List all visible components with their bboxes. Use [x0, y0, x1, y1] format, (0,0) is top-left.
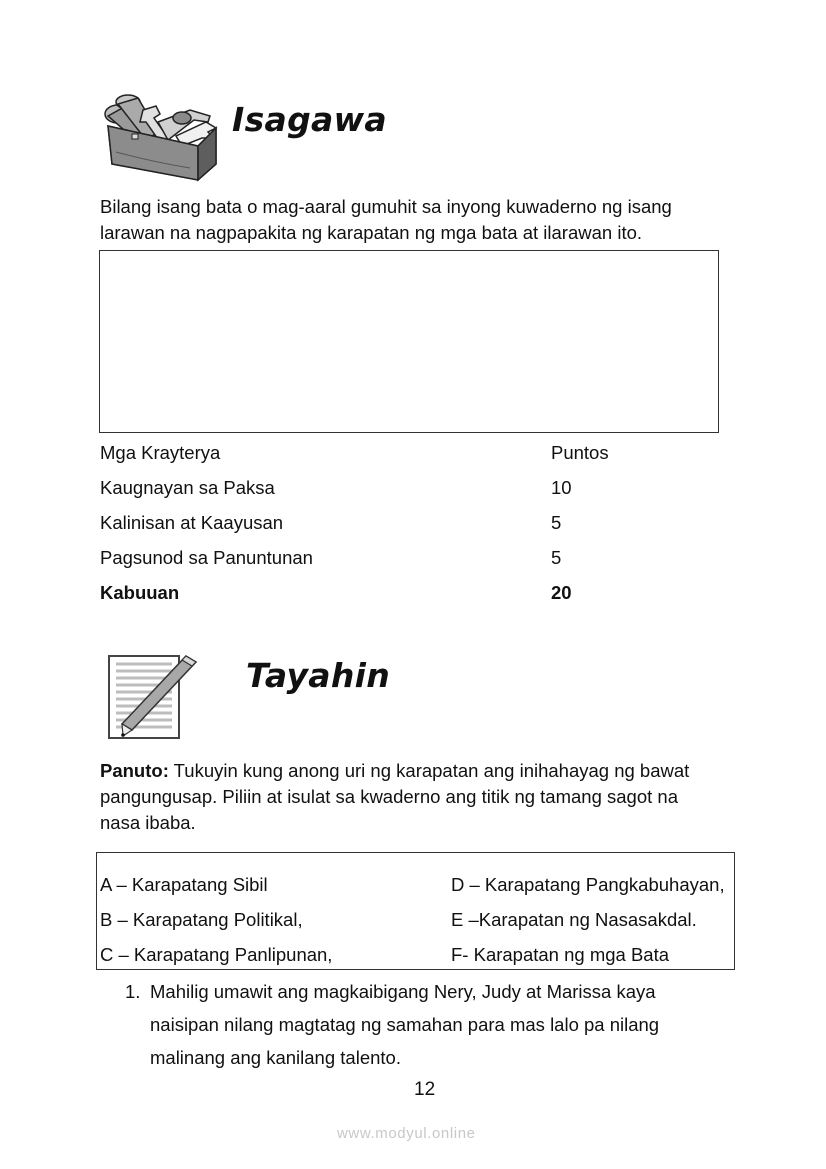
- directions-label: Panuto:: [100, 760, 169, 781]
- rubric-row-points: 10: [551, 477, 572, 498]
- choice-c: C – Karapatang Panlipunan,: [100, 944, 333, 965]
- instruction-line: larawan na nagpapakita ng karapatan ng mga bata at ilarawan ito.: [100, 222, 643, 243]
- page-number: 12: [414, 1079, 436, 1100]
- choice-d: D – Karapatang Pangkabuhayan,: [451, 874, 725, 895]
- watermark: www.modyul.online: [337, 1125, 476, 1142]
- rubric-row-criteria: Pagsunod sa Panuntunan: [100, 547, 313, 568]
- rubric-row-points: 5: [551, 547, 562, 568]
- section-title-isagawa: Isagawa: [232, 100, 387, 139]
- choice-a: A – Karapatang Sibil: [100, 874, 268, 895]
- section-title-tayahin: Tayahin: [246, 656, 391, 695]
- pencil-paper-icon: [106, 652, 201, 742]
- question-line: naisipan nilang magtatag ng samahan para mas lalo pa nilang: [150, 1014, 660, 1035]
- directions-line: pangungusap. Piliin at isulat sa kwaderno ang titik ng tamang sagot na: [100, 786, 678, 807]
- rubric-header-points: Puntos: [551, 442, 609, 463]
- question-line: Mahilig umawit ang magkaibigang Nery, Judy at Marissa kaya: [150, 981, 656, 1002]
- rubric-row-points: 5: [551, 512, 562, 533]
- rubric-row-criteria: Kalinisan at Kaayusan: [100, 512, 284, 533]
- rubric-total-points: 20: [551, 582, 572, 603]
- question-line: malinang ang kanilang talento.: [150, 1047, 401, 1068]
- directions-line: nasa ibaba.: [100, 812, 196, 833]
- directions-line: [100, 758, 740, 784]
- toolbox-icon: [98, 92, 228, 182]
- directions-text: Tukuyin kung anong uri ng karapatan ang inihahayag ng bawat: [168, 760, 690, 781]
- choice-f: F- Karapatan ng mga Bata: [451, 944, 670, 965]
- choice-b: B – Karapatang Politikal,: [100, 909, 303, 930]
- drawing-box[interactable]: [99, 250, 719, 433]
- isagawa-instruction: [100, 194, 740, 246]
- tayahin-directions: [100, 758, 740, 836]
- rubric-header-criteria: Mga Krayterya: [100, 442, 221, 463]
- rubric-row-criteria: Kaugnayan sa Paksa: [100, 477, 275, 498]
- choice-e: E –Karapatan ng Nasasakdal.: [451, 909, 697, 930]
- instruction-line: Bilang isang bata o mag-aaral gumuhit sa inyong kuwaderno ng isang: [100, 196, 672, 217]
- question-number: 1.: [125, 981, 141, 1002]
- rubric-total-label: Kabuuan: [100, 582, 180, 603]
